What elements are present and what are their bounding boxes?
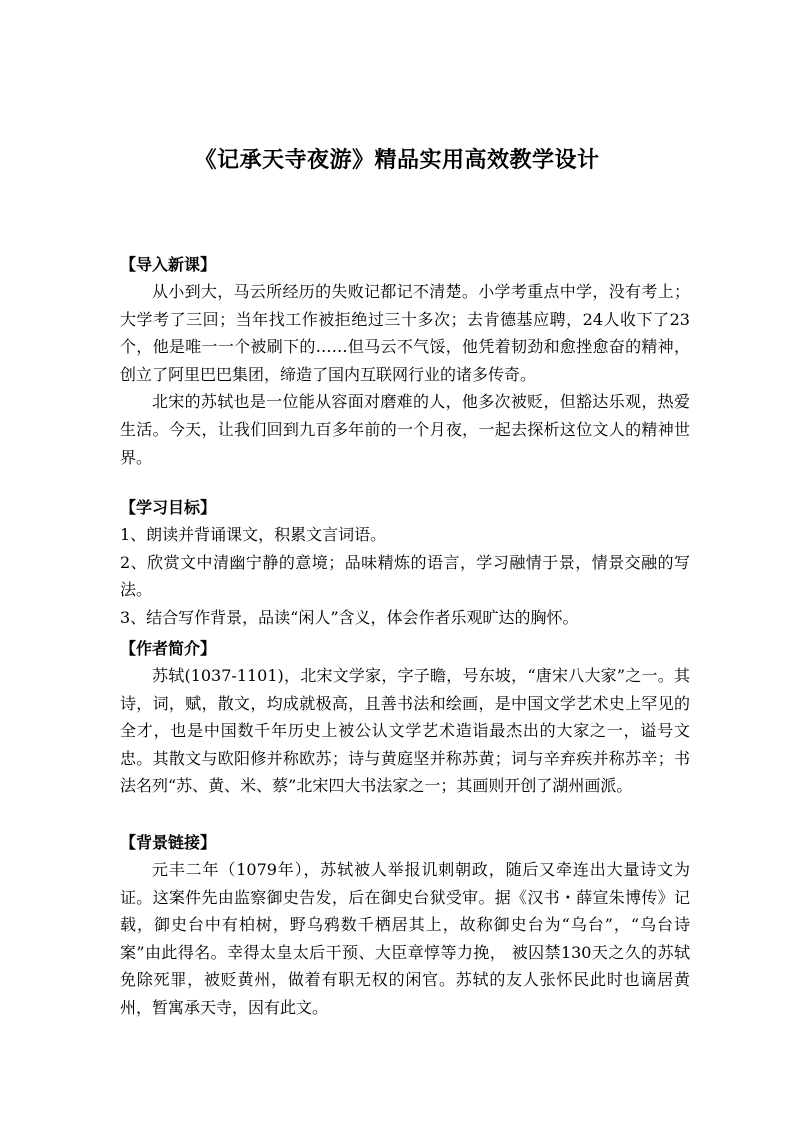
section-background — [120, 830, 690, 1022]
section-heading-author: 【作者简介】 — [120, 639, 217, 658]
section-intro — [120, 252, 690, 471]
section-heading-goals: 【学习目标】 — [120, 498, 217, 517]
goal-item-3: 3、结合写作背景，品读“闲人”含义，体会作者乐观旷达的胸怀。 — [120, 607, 579, 627]
document-title: 《记承天寺夜游》精品实用高效教学设计 — [194, 148, 600, 173]
background-paragraph: 元丰二年（1079年），苏轼被人举报讥刺朝政，随后又牵连出大量诗文为证。这案件先由监察御史告发，后在御史台狱受审。据《汉书・薛宣朱博传》记载，御史台中有柏树，野乌鸦数千栖居其上，故称御史台为“乌台”，“乌台诗案”由此得名。幸得太皇太后干预、大臣章惇等力挽， 被囚禁130天之久的苏轼免除死罪，被贬黄州，做着有职无权的闲官。苏轼的友人张怀民此时也谪居黄州，暂寓承天寺，因有此文。 — [120, 860, 690, 1017]
section-heading-intro: 【导入新课】 — [120, 255, 217, 274]
intro-paragraph-1: 从小到大，马云所经历的失败记都记不清楚。小学考重点中学，没有考上；大学考了三回；当年找工作被拒绝过三十多次；去肯德基应聘，24人收下了23个，他是唯一一个被刷下的……但马云不气馁，他凭着韧劲和愈挫愈奋的精神，创立了阿里巴巴集团，缔造了国内互联网行业的诸多传奇。 — [120, 282, 690, 384]
intro-paragraph-2: 北宋的苏轼也是一位能从容面对磨难的人，他多次被贬，但豁达乐观，热爱生活。今天，让我们回到九百多年前的一个月夜，一起去探析这位文人的精神世界。 — [120, 392, 690, 467]
section-author — [120, 636, 690, 800]
section-goals — [120, 495, 690, 631]
goal-item-1: 1、朗读并背诵课文，积累文言词语。 — [120, 525, 387, 544]
goal-item-2: 2、欣赏文中清幽宁静的意境；品味精炼的语言，学习融情于景，情景交融的写法。 — [120, 552, 690, 600]
section-heading-background: 【背景链接】 — [120, 833, 217, 852]
author-paragraph: 苏轼(1037-1101)，北宋文学家，字子瞻，号东坡，“唐宋八大家”之一。其诗，词，赋，散文，均成就极高，且善书法和绘画，是中国文学艺术史上罕见的全才，也是中国数千年历史上被公认文学艺术造诣最杰出的大家之一，谥号文忠。其散文与欧阳修并称欧苏；诗与黄庭坚并称苏黄；词与辛弃疾并称苏辛；书法名列“苏、黄、米、蔡”北宋四大书法家之一；其画则开创了湖州画派。 — [120, 666, 690, 796]
